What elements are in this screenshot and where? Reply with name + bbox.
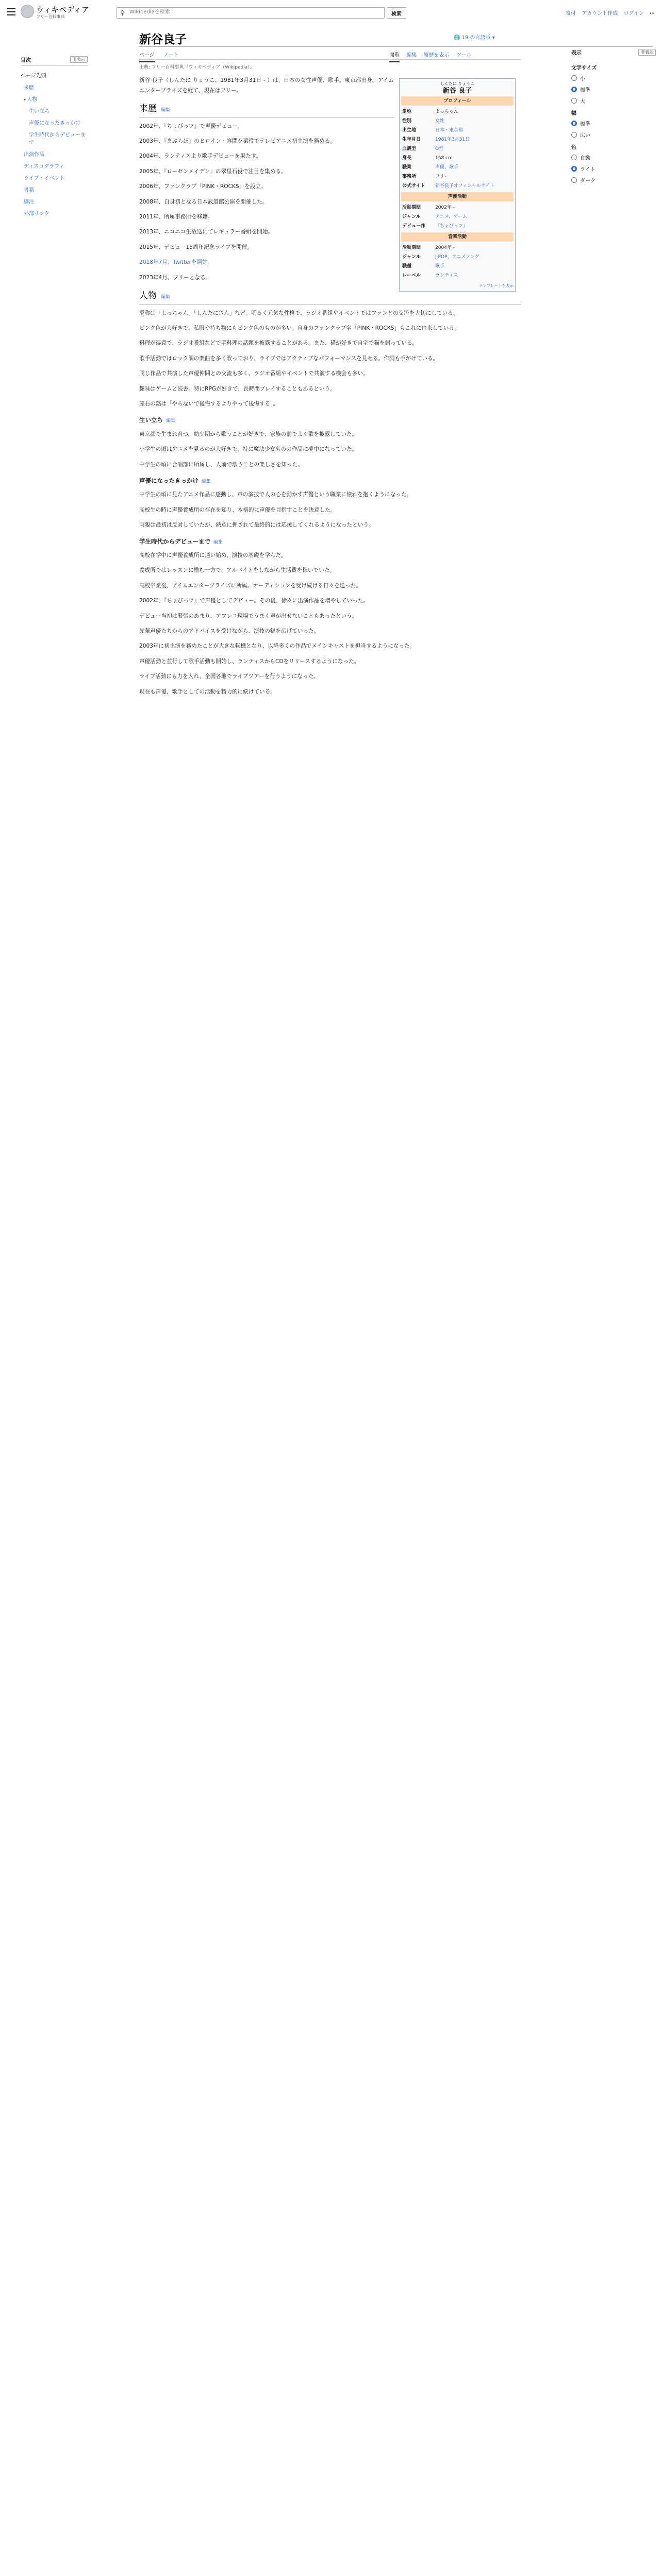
- tab-read[interactable]: 閲覧: [389, 53, 400, 62]
- edit-link[interactable]: 編集: [161, 108, 171, 113]
- infobox-label: 職種: [402, 264, 412, 269]
- chevron-down-icon[interactable]: ▾: [24, 97, 26, 102]
- login-link[interactable]: ログイン: [623, 11, 644, 16]
- section-heading-childhood: [139, 415, 521, 426]
- history-item: 2005年、『ローゼンメイデン』の翠星石役で注目を集める。: [139, 168, 287, 175]
- tab-page[interactable]: ページ: [139, 53, 155, 62]
- toc-hide-button[interactable]: 非表示: [70, 56, 88, 63]
- option-label: 小: [580, 76, 585, 82]
- infobox-value[interactable]: 声優、歌手: [435, 165, 459, 170]
- color-label: 色: [571, 145, 576, 150]
- childhood-paragraph: 小学生の頃はアニメを見るのが大好きで、特に魔法少女ものの作品に夢中になっていた。: [139, 446, 358, 453]
- color-light[interactable]: [571, 165, 656, 173]
- infobox-label: 活動期間: [402, 245, 421, 250]
- student-paragraph: ライブ活動にも力を入れ、全国各地でライブツアーを行うようになった。: [139, 673, 319, 680]
- toc-item-trigger[interactable]: 声優になったきっかけ: [29, 121, 80, 126]
- language-count: 19 の言語版: [461, 35, 491, 41]
- edit-link[interactable]: 編集: [161, 295, 171, 300]
- infobox-label: 性別: [402, 118, 412, 124]
- infobox-label: 血液型: [402, 146, 417, 151]
- trigger-paragraph: 高校生の時に声優養成所の存在を知り、本格的に声優を目指すことを決意した。: [139, 506, 336, 513]
- infobox-label: デビュー作: [402, 224, 426, 229]
- history-item: 2006年、ファンクラブ「PINK・ROCKS」を設立。: [139, 183, 267, 190]
- user-links: [561, 9, 655, 16]
- toc-sidebar: [21, 56, 88, 219]
- person-paragraph: 趣味はゲームと読書。特にRPGが好きで、長時間プレイすることもあるという。: [139, 385, 336, 392]
- section-heading-person: [139, 291, 521, 304]
- trigger-paragraph: 中学生の頃に見たアニメ作品に感動し、声の演技で人の心を動かす声優という職業に憧れを抱くようになった。: [139, 492, 412, 498]
- option-label: ライト: [580, 167, 595, 173]
- infobox-label: 活動期間: [402, 205, 421, 210]
- option-label: 標準: [580, 122, 590, 127]
- student-paragraph: 先輩声優たちからのアドバイスを受けながら、演技の幅を広げていった。: [139, 628, 320, 635]
- heading-text: 人物: [139, 291, 157, 301]
- student-paragraph: 声優活動と並行して歌手活動も開始し、ランティスからCDをリリースするようになった。: [139, 658, 360, 665]
- more-icon[interactable]: ⋯: [650, 11, 655, 16]
- article-content: [139, 63, 521, 702]
- search-button[interactable]: 検索: [387, 7, 406, 19]
- person-paragraph: 歌手活動ではロック調の楽曲を多く歌っており、ライブではアクティブなパフォーマンスを見せる。作詞も手がけている。: [139, 355, 439, 362]
- text-size-small[interactable]: [571, 74, 656, 82]
- infobox-value: 158 cm: [435, 156, 453, 161]
- infobox-label: ジャンル: [402, 255, 421, 260]
- student-paragraph: デビュー当初は緊張のあまり、アフレコ現場でうまく声が出せないこともあったという。: [139, 613, 358, 619]
- history-item[interactable]: 2018年7月、Twitterを開始。: [139, 259, 213, 266]
- text-size-label: 文字サイズ: [571, 65, 597, 71]
- toc-item-person[interactable]: [21, 93, 88, 105]
- edit-link[interactable]: 編集: [166, 418, 176, 424]
- infobox-label: 身長: [402, 156, 412, 161]
- site-tagline: フリー百科事典: [36, 14, 65, 19]
- infobox-value[interactable]: O型: [435, 146, 444, 151]
- article-tagline: 出典: フリー百科事典『ウィキペディア（Wikipedia）』: [139, 65, 255, 70]
- section-heading-history: [139, 104, 394, 117]
- tab-talk[interactable]: ノート: [163, 53, 179, 58]
- search-input[interactable]: [129, 9, 377, 15]
- infobox-value[interactable]: 『ちょびっツ』: [435, 224, 468, 229]
- history-item: 2003年、『まぶらほ』のヒロイン・宮間夕菜役でテレビアニメ初主演を務める。: [139, 138, 336, 145]
- option-label: 標準: [580, 88, 590, 93]
- translate-icon: 🌐: [454, 35, 462, 41]
- history-item: 2004年、ランティスより歌手デビューを果たす。: [139, 153, 262, 160]
- infobox-section-header: 音楽活動: [401, 232, 514, 242]
- toc-item-history[interactable]: 来歴: [24, 85, 34, 91]
- radio-selected-icon[interactable]: [571, 166, 577, 172]
- infobox-label: 職業: [402, 165, 412, 170]
- infobox-label: 出生地: [402, 128, 417, 133]
- section-heading-student: [139, 537, 521, 548]
- toc-item-links[interactable]: 外部リンク: [24, 211, 49, 217]
- student-paragraph: 高校卒業後、アイムエンタープライズに所属。オーディションを受け続ける日々を送った。: [139, 582, 361, 589]
- section-heading-trigger: [139, 476, 521, 487]
- color-dark[interactable]: [571, 176, 656, 184]
- toc-item-label: 人物: [27, 97, 38, 103]
- width-standard[interactable]: [571, 120, 656, 127]
- student-paragraph: 養成所ではレッスンに励む一方で、アルバイトをしながら生活費を稼いでいた。: [139, 567, 335, 574]
- header: [0, 0, 662, 26]
- toc-item-notes[interactable]: 脚注: [24, 199, 34, 205]
- option-label: 広い: [580, 133, 590, 139]
- history-item: 2011年、所属事務所を移籍。: [139, 214, 213, 221]
- history-item: 2008年、自身初となる日本武道館公演を開催した。: [139, 198, 268, 205]
- infobox-value[interactable]: ランティス: [435, 273, 458, 278]
- toc-item-live[interactable]: ライブ・イベント: [24, 176, 65, 181]
- person-paragraph: 愛称は「よっちゃん」「しんたにさん」など。明るく元気な性格で、ラジオ番組やイベントではファンとの交流を大切にしている。: [139, 310, 459, 316]
- childhood-paragraph: 東京都で生まれ育つ。幼少期から歌うことが好きで、家族の前でよく歌を披露していた。: [139, 431, 358, 437]
- appearance-hide-button[interactable]: 非表示: [638, 49, 656, 56]
- person-paragraph: 座右の銘は「やらないで後悔するよりやって後悔する」。: [139, 400, 279, 407]
- radio-icon[interactable]: [571, 177, 577, 183]
- wikipedia-logo[interactable]: [21, 5, 34, 18]
- create-account-link[interactable]: アカウント作成: [582, 11, 618, 16]
- student-paragraph: 2002年、『ちょびっツ』で声優としてデビュー。その後、徐々に出演作品を増やしていった。: [139, 598, 369, 604]
- infobox-value: 2002年 -: [435, 205, 455, 210]
- template-link[interactable]: テンプレートを表示: [479, 283, 514, 288]
- student-paragraph: 現在も声優、歌手としての活動を精力的に続けている。: [139, 688, 276, 695]
- tab-edit[interactable]: 編集: [406, 53, 417, 58]
- color-auto[interactable]: [571, 154, 656, 161]
- history-item: 2015年、デビュー15周年記念ライブを開催。: [139, 244, 253, 250]
- infobox-value[interactable]: アニメ、ゲーム: [435, 214, 468, 219]
- infobox-section-header: 声優活動: [401, 192, 514, 201]
- appearance-title: 表示: [571, 50, 582, 56]
- radio-selected-icon[interactable]: [571, 121, 577, 126]
- infobox-name: 新谷 良子: [442, 87, 472, 95]
- infobox-kana: しんたに りょうこ: [440, 81, 475, 86]
- toc-item-top[interactable]: ページ先頭: [21, 73, 46, 79]
- radio-icon[interactable]: [571, 132, 577, 138]
- search-box: [117, 7, 385, 19]
- infobox-value[interactable]: J-POP、アニメソング: [435, 255, 479, 260]
- option-label: ダーク: [580, 178, 595, 184]
- option-label: 自動: [580, 156, 590, 161]
- tabs-divider: [139, 59, 521, 60]
- text-size-standard[interactable]: [571, 86, 656, 93]
- infobox-label: 生年月日: [402, 137, 421, 142]
- search-icon: ⚲: [120, 9, 125, 16]
- history-list: [139, 122, 394, 283]
- infobox-label: 愛称: [402, 109, 412, 114]
- infobox-label: 事務所: [402, 174, 417, 179]
- edit-link[interactable]: 編集: [202, 479, 211, 484]
- radio-icon[interactable]: [571, 75, 577, 81]
- radio-icon[interactable]: [571, 98, 577, 104]
- toc-header: [21, 56, 88, 66]
- infobox-section-header: プロフィール: [401, 96, 514, 106]
- wordmark[interactable]: ウィキペディア: [36, 5, 89, 14]
- infobox-value[interactable]: 日本・東京都: [435, 128, 464, 133]
- student-paragraph: 2003年に初主演を務めたことが大きな転機となり、以降多くの作品でメインキャストを担当するようになった。: [139, 643, 416, 650]
- infobox-label: ジャンル: [402, 214, 421, 219]
- radio-icon[interactable]: [571, 155, 577, 160]
- radio-selected-icon[interactable]: [571, 87, 577, 92]
- heading-text: 生い立ち: [139, 416, 163, 424]
- toc-title: 目次: [21, 58, 31, 63]
- history-item: 2013年、ニコニコ生放送にてレギュラー番組を開始。: [139, 229, 274, 235]
- heading-text: 学生時代からデビューまで: [139, 537, 210, 545]
- appearance-panel: [571, 48, 656, 188]
- appearance-header: [571, 48, 656, 59]
- infobox-value[interactable]: 1981年3月31日: [435, 137, 470, 142]
- childhood-paragraph: 中学生の頃に合唱部に所属し、人前で歌うことの楽しさを知った。: [139, 461, 303, 468]
- donate-link[interactable]: 寄付: [566, 11, 576, 16]
- infobox-label: 公式サイト: [402, 183, 425, 189]
- person-paragraph: ピンク色が大好きで、私服や持ち物にもピンク色のものが多い。自身のファンクラブ名「PINK・ROCKS」もこれに由来している。: [139, 325, 460, 331]
- heading-text: 声優になったきっかけ: [139, 477, 198, 484]
- heading-text: 来歴: [139, 104, 157, 114]
- namespace-tabs: [139, 50, 186, 58]
- infobox-value[interactable]: 歌手: [435, 264, 445, 269]
- infobox-value: フリー: [435, 174, 449, 179]
- intro-paragraph: 新谷 良子（しんたに りょうこ、1981年3月31日 - ）は、日本の女性声優、歌手。東京都出身。アイムエンタープライズを経て、現在はフリー。: [139, 77, 394, 94]
- main-menu-icon[interactable]: [7, 8, 15, 15]
- infobox-value: 2004年 -: [435, 245, 455, 250]
- text-size-large[interactable]: [571, 97, 656, 105]
- tab-history[interactable]: 履歴を表示: [423, 53, 450, 58]
- history-item: 2002年、『ちょびっツ』で声優デビュー。: [139, 123, 243, 129]
- width-label: 幅: [571, 111, 576, 116]
- tab-tools[interactable]: ツール: [456, 53, 472, 58]
- toc-item-student[interactable]: 学生時代からデビューまで: [29, 132, 86, 146]
- trigger-paragraph: 両親は最初は反対していたが、熱意に押されて最終的には応援してくれるようになったという。: [139, 522, 374, 529]
- view-tabs: [389, 50, 476, 58]
- infobox-value: よっちゃん: [435, 109, 459, 114]
- infobox-value[interactable]: 新谷良子オフィシャルサイト: [435, 183, 495, 189]
- edit-link[interactable]: 編集: [213, 539, 223, 545]
- infobox-value[interactable]: 女性: [435, 118, 445, 124]
- toc-item-books[interactable]: 書籍: [24, 188, 34, 193]
- toc-item-works[interactable]: 出演作品: [24, 152, 44, 158]
- infobox-label: レーベル: [402, 273, 421, 278]
- width-wide[interactable]: [571, 131, 656, 139]
- toc-item-childhood[interactable]: 生い立ち: [29, 109, 49, 114]
- person-paragraph: 料理が得意で、ラジオ番組などで手料理の話題を披露することがある。また、猫が好きで自宅で猫を飼っている。: [139, 340, 418, 347]
- toc-item-discography[interactable]: ディスコグラフィ: [24, 164, 64, 170]
- history-item: 2023年4月、フリーとなる。: [139, 274, 211, 281]
- person-paragraph: 同じ作品で共演した声優仲間との交流も多く、ラジオ番組やイベントで共演する機会も多い。: [139, 370, 369, 377]
- language-button[interactable]: 🌐 19 の言語版 ▾: [454, 35, 495, 41]
- title-divider: [139, 46, 653, 47]
- page-title: 新谷良子: [139, 32, 187, 46]
- student-paragraph: 高校在学中に声優養成所に通い始め、演技の基礎を学んだ。: [139, 552, 287, 558]
- option-label: 大: [580, 99, 585, 105]
